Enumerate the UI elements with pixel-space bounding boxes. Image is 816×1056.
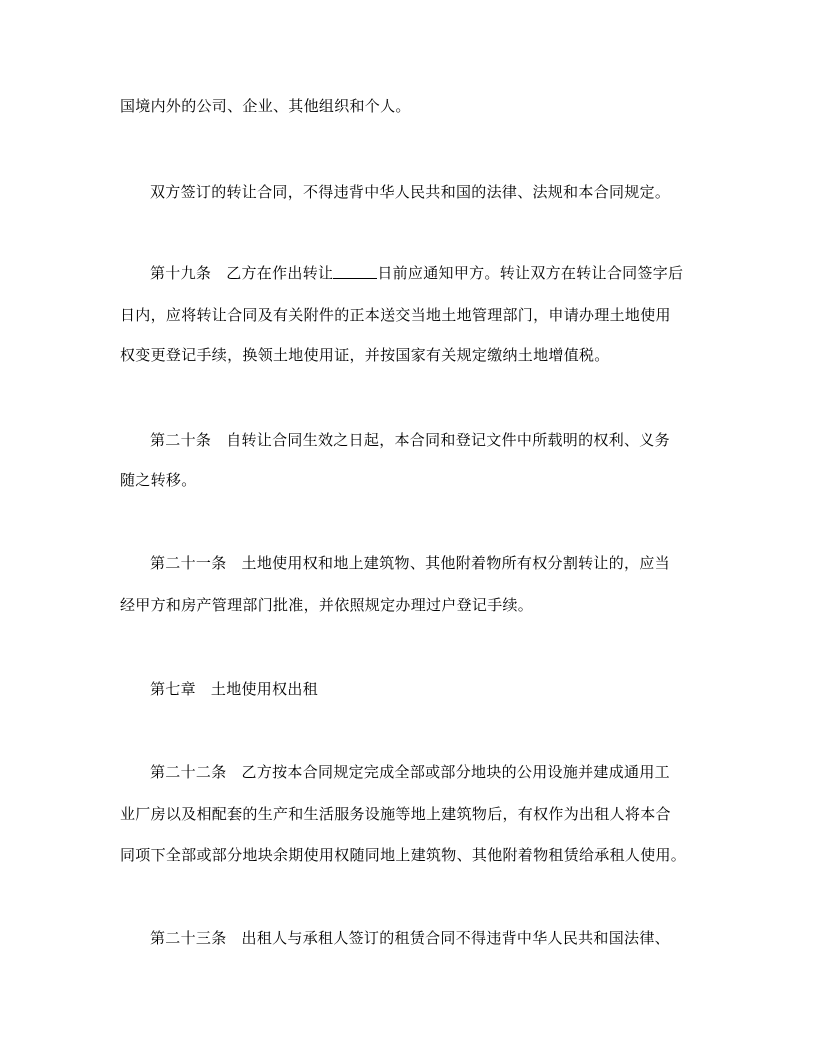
chapter-heading	[150, 679, 318, 699]
article-label: 第二十三条	[150, 929, 227, 947]
article-22-line: 第二十二条 乙方按本合同规定完成全部或部分地块的公用设施并建成通用工	[150, 763, 670, 781]
chapter-label: 第七章	[150, 680, 196, 698]
paragraph-line: 经甲方和房产管理部门批准，并依照规定办理过户登记手续。	[120, 596, 534, 614]
paragraph-line: 权变更登记手续，换领土地使用证，并按国家有关规定缴纳土地增值税。	[120, 346, 610, 364]
article-label: 第十九条	[150, 264, 212, 282]
article-21-line: 第二十一条 土地使用权和地上建筑物、其他附着物所有权分割转让的，应当	[150, 554, 670, 572]
chapter-title: 土地使用权出租	[210, 680, 319, 698]
paragraph-line: 双方签订的转让合同，不得违背中华人民共和国的法律、法规和本合同规定。	[150, 183, 671, 201]
paragraph-line: 随之转移。	[120, 471, 197, 489]
fill-in-blank	[333, 264, 377, 279]
paragraph-line: 日内，应将转让合同及有关附件的正本送交当地土地管理部门，申请办理土地使用	[120, 306, 671, 324]
paragraph-line: 同项下全部或部分地块余期使用权随同地上建筑物、其他附着物租赁给承租人使用。	[120, 846, 687, 864]
paragraph-line: 国境内外的公司、企业、其他组织和个人。	[120, 97, 411, 115]
article-23-line: 第二十三条 出租人与承租人签订的租赁合同不得违背中华人民共和国法律、	[150, 929, 670, 947]
article-20-line: 第二十条 自转让合同生效之日起，本合同和登记文件中所载明的权利、义务	[150, 431, 670, 449]
paragraph-line: 业厂房以及相配套的生产和生活服务设施等地上建筑物后，有权作为出租人将本合	[120, 805, 671, 823]
article-19-line: 第十九条 乙方在作出转让 日前应通知甲方。转让双方在转让合同签字后	[150, 264, 684, 282]
article-label: 第二十二条	[150, 763, 227, 781]
article-label: 第二十条	[150, 431, 212, 449]
article-label: 第二十一条	[150, 554, 227, 572]
